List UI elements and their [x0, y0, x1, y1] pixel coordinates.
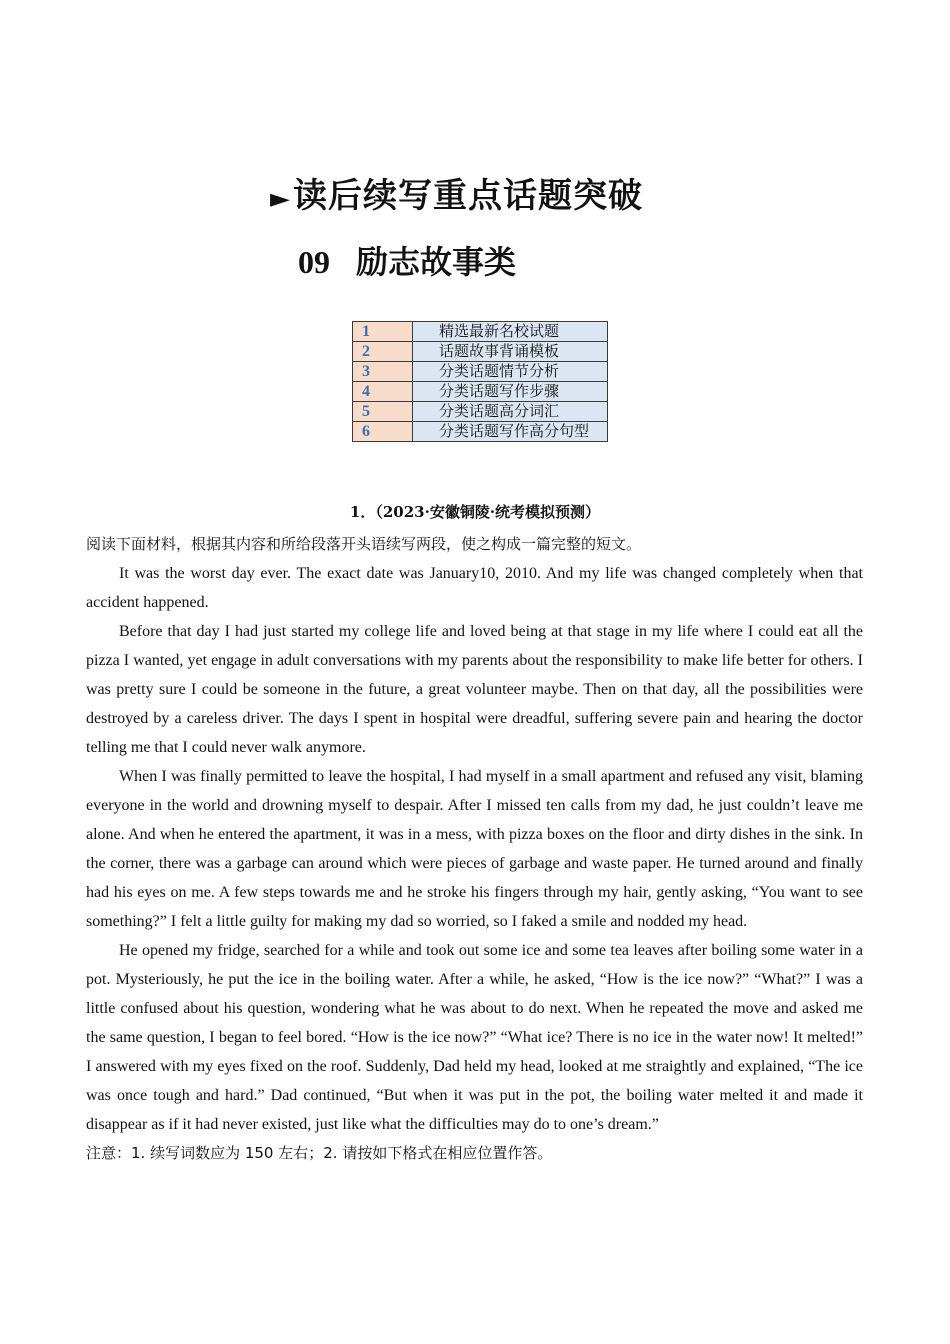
toc-label: 分类话题写作高分句型: [413, 422, 608, 442]
title-text: 读后续写重点话题突破: [293, 176, 643, 216]
question-heading: 1．（2023·安徽铜陵·统考模拟预测）: [349, 503, 601, 521]
toc-row: [353, 382, 608, 402]
story-paragraph: He opened my fridge, searched for a while and took out some ice and some tea leaves after boiling some water in a pot. Mysteriously, he put the ice in the boiling water. After a while, he asked, “How is the ice now?” “What?” I was a little confused about his question, wondering what he was about to do next. When he repeated the move and asked me the same question, I began to feel bored. “How is the ice now?” “What ice? There is no ice in the water now! It melted!” I answered with my eyes fixed on the roof. Suddenly, Dad held my head, looked at me straightly and explained, “The ice was once tough and hard.” Dad continued, “But when it was put in the pot, the boiling water melted it and made it disappear as if it had never existed, just like what the difficulties may do to one’s dream.”: [86, 942, 863, 1133]
toc-label: 精选最新名校试题: [413, 322, 608, 342]
toc-label: 分类话题情节分析: [413, 362, 608, 382]
page-subtitle: [298, 240, 698, 284]
toc-label: 话题故事背诵模板: [413, 342, 608, 362]
story-paragraph: It was the worst day ever. The exact date was January10, 2010. And my life was changed completely when that accident happened.: [86, 565, 863, 611]
toc-label: 分类话题写作步骤: [413, 382, 608, 402]
toc-row: [353, 422, 608, 442]
toc-number: 5: [353, 402, 413, 422]
toc-number: 4: [353, 382, 413, 402]
toc-number: 2: [353, 342, 413, 362]
question-body: [86, 530, 863, 1168]
story-paragraph: When I was finally permitted to leave the hospital, I had myself in a small apartment and refused any visit, blaming everyone in the world and drowning myself to despair. After I missed ten calls from my dad, he just couldn’t leave me alone. And when he entered the apartment, it was in a mess, with pizza boxes on the floor and dirty dishes in the sink. In the corner, there was a garbage can around which were pieces of garbage and waste paper. He turned around and finally had his eyes on me. A few steps towards me and he stroke his fingers through my hair, gently asking, “You want to see something?” I felt a little guilty for making my dad so worried, so I faked a smile and nodded my head.: [86, 768, 863, 930]
toc-row: [353, 362, 608, 382]
toc-number: 6: [353, 422, 413, 442]
toc-row: [353, 342, 608, 362]
toc-number: 1: [353, 322, 413, 342]
arrow-icon: ►: [270, 184, 291, 214]
toc-label: 分类话题高分词汇: [413, 402, 608, 422]
toc-row: [353, 402, 608, 422]
story-paragraph: Before that day I had just started my college life and loved being at that stage in my life where I could eat all the pizza I wanted, yet engage in adult conversations with my parents about the responsibility to make life better for others. I was pretty sure I could be someone in the future, a great volunteer maybe. Then on that day, all the possibilities were destroyed by a careless driver. The days I spent in hospital were dreadful, suffering severe pain and hearing the doctor telling me that I could never walk anymore.: [86, 623, 863, 756]
contents-table: [352, 321, 608, 442]
note-text: 注意：1. 续写词数应为 150 左右；2. 请按如下格式在相应位置作答。: [86, 1144, 553, 1162]
toc-row: [353, 322, 608, 342]
page-title: [270, 174, 770, 221]
toc-number: 3: [353, 362, 413, 382]
subtitle-text: 励志故事类: [356, 243, 517, 281]
instruction-text: 阅读下面材料，根据其内容和所给段落开头语续写两段，使之构成一篇完整的短文。: [86, 535, 642, 553]
subtitle-number: 09: [298, 244, 330, 280]
